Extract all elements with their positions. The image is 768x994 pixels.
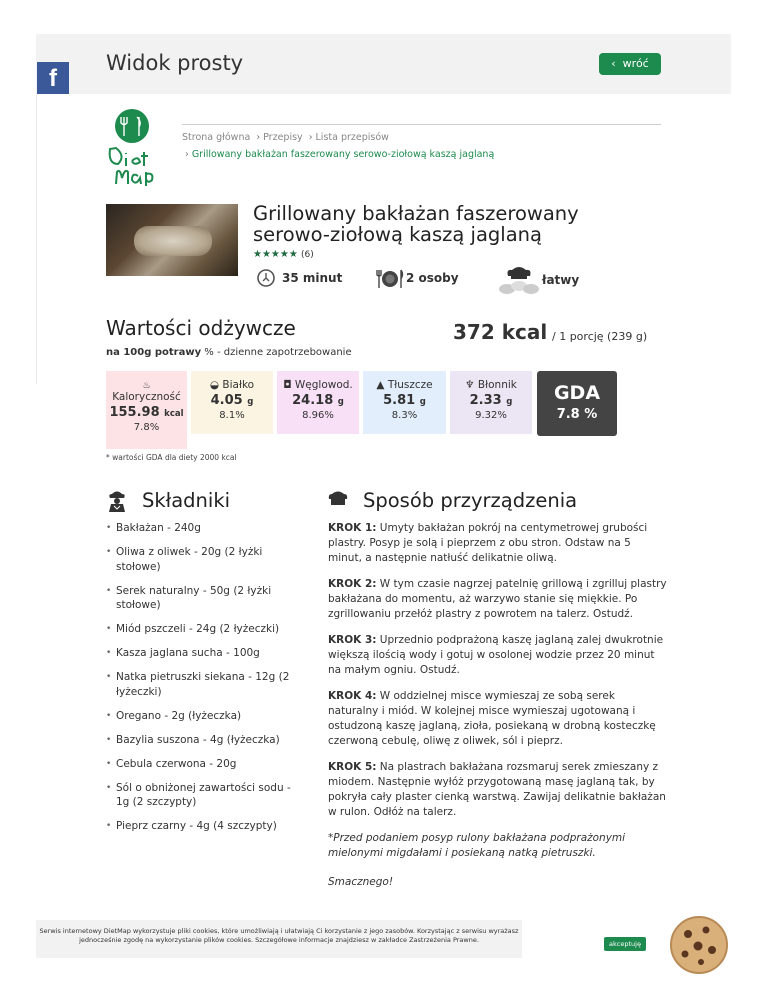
- nutrient-tile-carbs: [277, 371, 359, 434]
- kcal-portion: / 1 porcję (239 g): [552, 330, 648, 343]
- ingredients-heading: Składniki: [142, 489, 231, 512]
- page-title: Widok prosty: [106, 51, 244, 75]
- ingredient-item: • Miód pszczeli - 24g (2 łyżeczki): [106, 622, 306, 637]
- nutrient-value: 4.05: [210, 393, 243, 408]
- ingredient-item: • Oliwa z oliwek - 20g (2 łyżki stołowe): [106, 545, 306, 574]
- chevron-right-icon: ›: [185, 149, 189, 160]
- ingredient-item: • Natka pietruszki siekana - 12g (2 łyżeczki): [106, 670, 306, 699]
- nutrient-pct: 8.96%: [302, 410, 334, 421]
- chevron-right-icon: ›: [308, 132, 313, 143]
- oil-icon: ▲: [376, 379, 385, 391]
- method-steps: [328, 521, 668, 890]
- accept-cookies-button[interactable]: akceptuję: [604, 937, 646, 951]
- method-step: [328, 689, 668, 749]
- method-step: [328, 577, 668, 622]
- breadcrumb-current-label[interactable]: Grillowany bakłażan faszerowany serowo-ziołową kaszą jaglaną: [191, 149, 495, 160]
- difficulty: łatwy: [542, 273, 580, 287]
- method-heading: Sposób przyrządzenia: [363, 489, 578, 512]
- step-label: KROK 2:: [328, 578, 377, 590]
- ingredients-list: [106, 521, 306, 843]
- recipe-photo: [106, 204, 238, 276]
- cookie-banner: [36, 920, 522, 958]
- nutrient-tile-calories: [106, 371, 187, 449]
- step-text: Umyty bakłażan pokrój na centymetrowej grubości plastry. Posyp je solą i pieprzem z obu stron. Odstaw na 5 minut, a następnie natłuść delikatnie oliwą.: [328, 522, 648, 564]
- breadcrumb-item-recipes[interactable]: Przepisy: [263, 132, 303, 143]
- nutrient-unit: g: [337, 397, 344, 407]
- nutrient-value: 155.98: [109, 405, 160, 420]
- ingredient-item: • Cebula czerwona - 20g: [106, 757, 306, 772]
- gda-value: 7.8 %: [556, 407, 598, 422]
- per100-note: [106, 347, 352, 358]
- nutrient-value: 5.81: [383, 393, 416, 408]
- chevron-left-icon: ‹: [611, 57, 616, 70]
- nutrient-label: Tłuszcze: [387, 379, 433, 391]
- nutrient-value: 2.33: [469, 393, 502, 408]
- step-label: KROK 1:: [328, 522, 377, 534]
- closing-text: Smacznego!: [328, 876, 394, 888]
- bowl-icon: ◒: [209, 379, 220, 391]
- kcal-total: 372 kcal: [453, 320, 548, 344]
- rating-stars-icon: ★★★★★: [253, 249, 298, 260]
- clock-icon: [256, 268, 276, 288]
- breadcrumb-divider: [182, 124, 661, 125]
- nutrient-label: Kaloryczność: [112, 391, 181, 403]
- step-label: KROK 5:: [328, 761, 377, 773]
- flame-icon: ♨: [142, 381, 151, 391]
- gda-footnote: * wartości GDA dla diety 2000 kcal: [106, 453, 237, 462]
- ingredient-item: • Serek naturalny - 50g (2 łyżki stołowe): [106, 584, 306, 613]
- chef-hat-icon: [498, 266, 540, 296]
- plate-cutlery-icon: [376, 268, 404, 290]
- method-step: [328, 633, 668, 678]
- recipe-title: Grillowany bakłażan faszerowany serowo-ziołową kaszą jaglaną: [253, 202, 579, 246]
- breadcrumb-item-home[interactable]: Strona główna: [182, 132, 251, 143]
- ingredient-item: • Bakłażan - 240g: [106, 521, 306, 536]
- per100-rest: % - dzienne zapotrzebowanie: [204, 347, 352, 358]
- breadcrumb-current: [182, 149, 494, 160]
- divider: [36, 94, 37, 384]
- nutrient-unit: g: [419, 397, 426, 407]
- nutrient-unit: g: [247, 397, 254, 407]
- method-step: [328, 760, 668, 820]
- nutrient-pct: 9.32%: [475, 410, 507, 421]
- nutrient-tile-fiber: [450, 371, 532, 434]
- nutrient-pct: 8.1%: [219, 410, 245, 421]
- nutrient-label: Węglowod.: [294, 379, 353, 391]
- ingredient-item: • Bazylia suszona - 4g (łyżeczka): [106, 733, 306, 748]
- ingredient-item: • Pieprz czarny - 4g (4 szczypty): [106, 819, 306, 834]
- step-text: Uprzednio podprażoną kaszę jaglaną zalej dwukrotnie większą ilością wody i gotuj w osolonej wodzie przez 20 minut na małym ogniu. Ostudź.: [328, 634, 664, 676]
- step-label: KROK 3:: [328, 634, 377, 646]
- nutrient-value: 24.18: [292, 393, 334, 408]
- nutrition-heading: Wartości odżywcze: [106, 316, 296, 340]
- step-text: Na plastrach bakłażana rozsmaruj serek zmieszany z miodem. Następnie wyłóż przygotowaną masę jaglaną tak, by pokryła cały plaster cienką warstwą. Zawijaj delikatnie bakłażan w rulon. Odłóż na talerz.: [328, 761, 666, 818]
- rating-count: (6): [301, 250, 314, 260]
- facebook-icon[interactable]: f: [37, 62, 69, 94]
- breadcrumb: [182, 132, 389, 143]
- servings: 2 osoby: [406, 271, 459, 285]
- rating[interactable]: [253, 249, 314, 260]
- nutrient-tile-protein: [191, 371, 273, 434]
- cookie-text: Serwis internetowy DietMap wykorzystuje pliki cookies, które umożliwiają i ułatwiają Ci korzystanie z jego zasobów. Korzystając z serwisu wyrażasz jednocześnie zgodę na wykorzystanie plików cookies. Szczegółowe informacje znajdziesz w zakładce Zastrzeżenia Prawne.: [39, 927, 519, 944]
- serving-note: *Przed podaniem posyp rulony bakłażana podprażonymi mielonymi migdałami i posiekaną natką pietruszki.: [328, 832, 626, 859]
- grain-icon: ♆: [465, 379, 475, 391]
- cookie-icon: [668, 914, 730, 976]
- ingredient-item: • Oregano - 2g (łyżeczka): [106, 709, 306, 724]
- nutrient-label: Białko: [222, 379, 255, 391]
- ingredient-item: • Kasza jaglana sucha - 100g: [106, 646, 306, 661]
- nutrient-tile-fat: [363, 371, 446, 434]
- ingredient-item: • Sól o obniżonej zawartości sodu - 1g (2 szczypty): [106, 781, 306, 810]
- breadcrumb-item-recipe-list[interactable]: Lista przepisów: [315, 132, 389, 143]
- chef-icon: [106, 489, 128, 513]
- step-text: W tym czasie nagrzej patelnię grillową i zgrilluj plastry bakłażana do momentu, aż warzywo stanie się miękkie. Po zgrillowaniu przełóż plastry z powrotem na talerz. Ostudź.: [328, 578, 667, 620]
- step-label: KROK 4:: [328, 690, 377, 702]
- back-button[interactable]: [599, 53, 661, 75]
- nutrient-unit: kcal: [164, 409, 184, 419]
- nutrient-pct: 8.3%: [391, 410, 418, 421]
- nutrient-pct: 7.8%: [133, 422, 160, 433]
- back-button-label: wróć: [622, 57, 649, 70]
- nutrient-label: Błonnik: [477, 379, 517, 391]
- step-text: W oddzielnej misce wymieszaj ze sobą serek naturalny i miód. W kolejnej misce wymieszaj ugotowaną i ostudzoną kaszę jaglaną, zioła, posiekaną w drobną kosteczkę czerwoną cebulę, oliwę z oliwek, sól i pieprz.: [328, 690, 656, 747]
- nutrient-unit: g: [506, 397, 513, 407]
- gda-label: GDA: [553, 382, 601, 404]
- per100-bold: na 100g potrawy: [106, 347, 202, 358]
- prep-time: 35 minut: [282, 271, 343, 285]
- pot-icon: [327, 490, 349, 510]
- bread-icon: ◘: [283, 379, 292, 391]
- dietmap-logo[interactable]: [104, 106, 160, 186]
- chevron-right-icon: ›: [256, 132, 261, 143]
- method-step: [328, 521, 668, 566]
- gda-badge: [537, 371, 617, 436]
